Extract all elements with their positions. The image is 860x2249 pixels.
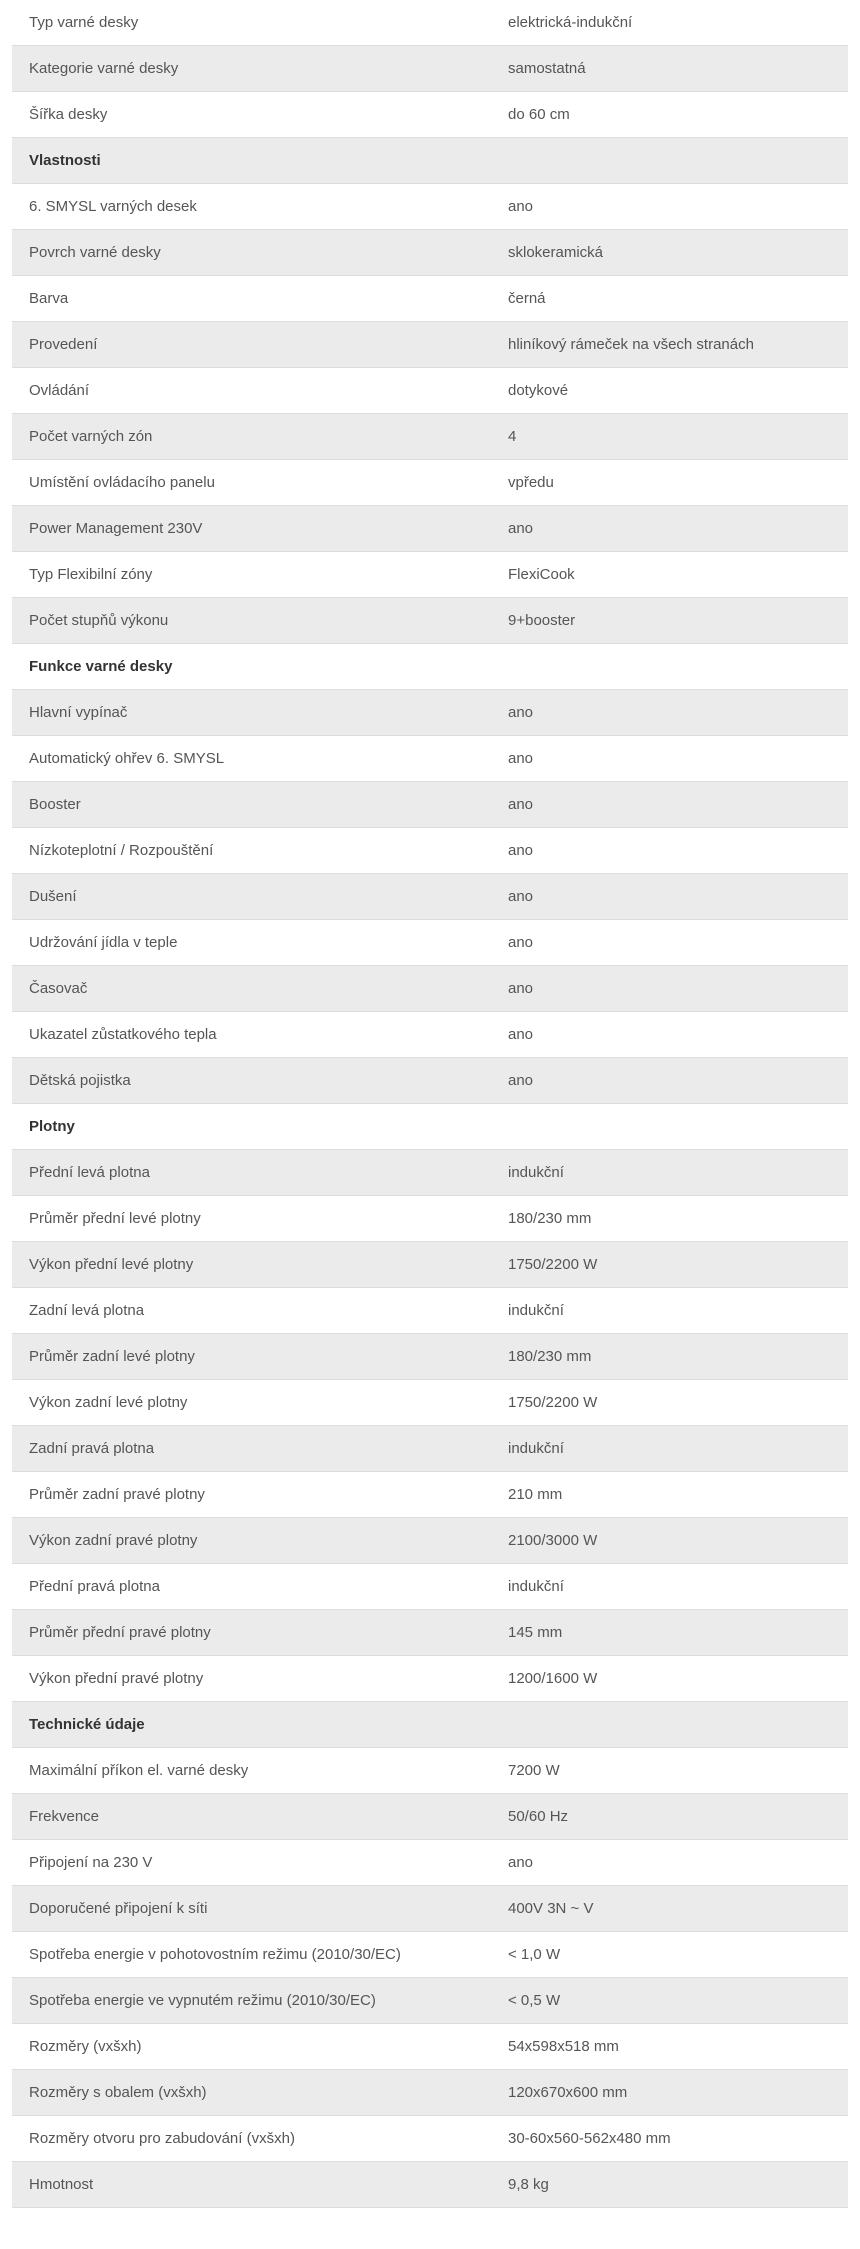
spec-label: Přední pravá plotna: [29, 1578, 160, 1595]
spec-row: [12, 92, 848, 138]
spec-label: Zadní pravá plotna: [29, 1440, 155, 1457]
section-title: Plotny: [29, 1118, 75, 1135]
spec-label: Automatický ohřev 6. SMYSL: [29, 750, 225, 767]
spec-value: ano: [508, 198, 534, 215]
spec-row: [12, 1840, 848, 1886]
spec-row: [12, 920, 848, 966]
spec-label: Počet varných zón: [29, 428, 153, 445]
spec-value: vpředu: [508, 474, 554, 491]
spec-label: Spotřeba energie v pohotovostním režimu (2010/30/EC): [29, 1946, 401, 1963]
spec-label: Spotřeba energie ve vypnutém režimu (2010/30/EC): [29, 1992, 376, 2009]
spec-row: [12, 1426, 848, 1472]
spec-value: do 60 cm: [508, 106, 570, 123]
section-header-row: [12, 1702, 848, 1748]
spec-value: 54x598x518 mm: [508, 2038, 619, 2055]
spec-label: Ukazatel zůstatkového tepla: [29, 1026, 217, 1043]
spec-value: 400V 3N ~ V: [508, 1900, 594, 1917]
spec-row: [12, 1748, 848, 1794]
spec-row: [12, 736, 848, 782]
spec-label: Dušení: [29, 888, 77, 905]
spec-value: ano: [508, 1854, 534, 1871]
spec-value: 4: [508, 428, 517, 445]
spec-value: FlexiCook: [508, 566, 575, 583]
spec-value: elektrická-indukční: [508, 14, 633, 31]
spec-row: [12, 828, 848, 874]
spec-label: Výkon zadní pravé plotny: [29, 1532, 198, 1549]
spec-value: 50/60 Hz: [508, 1808, 569, 1825]
spec-value: 2100/3000 W: [508, 1532, 598, 1549]
spec-label: Provedení: [29, 336, 98, 353]
spec-row: [12, 460, 848, 506]
spec-row: [12, 2070, 848, 2116]
spec-value: 30-60x560-562x480 mm: [508, 2130, 671, 2147]
spec-row: [12, 1150, 848, 1196]
spec-table: [12, 0, 848, 2208]
spec-value: 9,8 kg: [508, 2176, 549, 2193]
spec-value: ano: [508, 1072, 534, 1089]
spec-label: Výkon zadní levé plotny: [29, 1394, 188, 1411]
spec-label: Počet stupňů výkonu: [29, 612, 169, 629]
spec-value: 210 mm: [508, 1486, 563, 1503]
spec-row: [12, 1886, 848, 1932]
section-header-row: [12, 1104, 848, 1150]
spec-label: Hmotnost: [29, 2176, 94, 2193]
spec-label: Průměr přední pravé plotny: [29, 1624, 211, 1641]
spec-value: 9+booster: [508, 612, 576, 629]
spec-row: [12, 1058, 848, 1104]
spec-label: Kategorie varné desky: [29, 60, 179, 77]
spec-label: Typ varné desky: [29, 14, 139, 31]
spec-label: Rozměry (vxšxh): [29, 2038, 142, 2055]
spec-value: ano: [508, 980, 534, 997]
spec-label: Šířka desky: [29, 106, 108, 123]
spec-row: [12, 230, 848, 276]
spec-row: [12, 1196, 848, 1242]
spec-value: 145 mm: [508, 1624, 563, 1641]
spec-row: [12, 368, 848, 414]
spec-value: ano: [508, 1026, 534, 1043]
spec-label: Maximální příkon el. varné desky: [29, 1762, 249, 1779]
spec-row: [12, 1610, 848, 1656]
spec-row: [12, 322, 848, 368]
spec-value: samostatná: [508, 60, 586, 77]
spec-value: 1750/2200 W: [508, 1394, 598, 1411]
spec-value: indukční: [508, 1164, 564, 1181]
spec-label: Povrch varné desky: [29, 244, 161, 261]
spec-value: ano: [508, 796, 534, 813]
spec-row: [12, 2024, 848, 2070]
spec-row: [12, 874, 848, 920]
spec-value: černá: [508, 290, 546, 307]
spec-row: [12, 782, 848, 828]
spec-value: ano: [508, 888, 534, 905]
spec-label: Průměr přední levé plotny: [29, 1210, 201, 1227]
spec-row: [12, 414, 848, 460]
spec-row: [12, 1978, 848, 2024]
spec-row: [12, 184, 848, 230]
spec-label: Udržování jídla v teple: [29, 934, 178, 951]
spec-value: indukční: [508, 1302, 564, 1319]
section-title: Funkce varné desky: [29, 658, 173, 675]
spec-row: [12, 1380, 848, 1426]
spec-value: 180/230 mm: [508, 1210, 592, 1227]
spec-row: [12, 0, 848, 46]
spec-label: Časovač: [29, 980, 88, 997]
spec-row: [12, 552, 848, 598]
spec-row: [12, 1518, 848, 1564]
spec-value: 1200/1600 W: [508, 1670, 598, 1687]
spec-row: [12, 2162, 848, 2208]
spec-row: [12, 1794, 848, 1840]
spec-label: Rozměry s obalem (vxšxh): [29, 2084, 207, 2101]
spec-label: Typ Flexibilní zóny: [29, 566, 153, 583]
spec-row: [12, 1288, 848, 1334]
spec-label: Booster: [29, 796, 81, 813]
spec-value: ano: [508, 934, 534, 951]
spec-label: 6. SMYSL varných desek: [29, 198, 197, 215]
section-title: Technické údaje: [29, 1716, 145, 1733]
spec-row: [12, 276, 848, 322]
spec-value: ano: [508, 704, 534, 721]
spec-label: Umístění ovládacího panelu: [29, 474, 215, 491]
spec-row: [12, 1012, 848, 1058]
spec-row: [12, 1564, 848, 1610]
spec-row: [12, 2116, 848, 2162]
spec-row: [12, 598, 848, 644]
spec-label: Barva: [29, 290, 69, 307]
spec-label: Průměr zadní levé plotny: [29, 1348, 195, 1365]
spec-value: indukční: [508, 1440, 564, 1457]
spec-label: Frekvence: [29, 1808, 100, 1825]
section-header-row: [12, 644, 848, 690]
spec-label: Doporučené připojení k síti: [29, 1900, 208, 1917]
spec-value: < 1,0 W: [508, 1946, 561, 1963]
spec-label: Průměr zadní pravé plotny: [29, 1486, 205, 1503]
spec-label: Hlavní vypínač: [29, 704, 128, 721]
spec-row: [12, 1472, 848, 1518]
spec-label: Power Management 230V: [29, 520, 203, 537]
section-title: Vlastnosti: [29, 152, 101, 169]
spec-value: hliníkový rámeček na všech stranách: [508, 336, 754, 353]
spec-value: 1750/2200 W: [508, 1256, 598, 1273]
spec-label: Připojení na 230 V: [29, 1854, 153, 1871]
spec-row: [12, 1656, 848, 1702]
spec-value: indukční: [508, 1578, 564, 1595]
spec-row: [12, 690, 848, 736]
spec-label: Výkon přední pravé plotny: [29, 1670, 204, 1687]
spec-label: Ovládání: [29, 382, 90, 399]
spec-row: [12, 506, 848, 552]
spec-label: Přední levá plotna: [29, 1164, 150, 1181]
spec-value: sklokeramická: [508, 244, 604, 261]
spec-value: < 0,5 W: [508, 1992, 561, 2009]
spec-value: ano: [508, 520, 534, 537]
spec-label: Nízkoteplotní / Rozpouštění: [29, 842, 214, 859]
spec-value: ano: [508, 750, 534, 767]
spec-label: Zadní levá plotna: [29, 1302, 145, 1319]
spec-row: [12, 46, 848, 92]
spec-row: [12, 966, 848, 1012]
spec-row: [12, 1334, 848, 1380]
spec-label: Výkon přední levé plotny: [29, 1256, 194, 1273]
spec-row: [12, 1242, 848, 1288]
spec-label: Rozměry otvoru pro zabudování (vxšxh): [29, 2130, 295, 2147]
spec-value: 180/230 mm: [508, 1348, 592, 1365]
spec-label: Dětská pojistka: [29, 1072, 131, 1089]
section-header-row: [12, 138, 848, 184]
spec-value: 120x670x600 mm: [508, 2084, 628, 2101]
spec-value: dotykové: [508, 382, 569, 399]
spec-row: [12, 1932, 848, 1978]
spec-value: ano: [508, 842, 534, 859]
spec-value: 7200 W: [508, 1762, 560, 1779]
